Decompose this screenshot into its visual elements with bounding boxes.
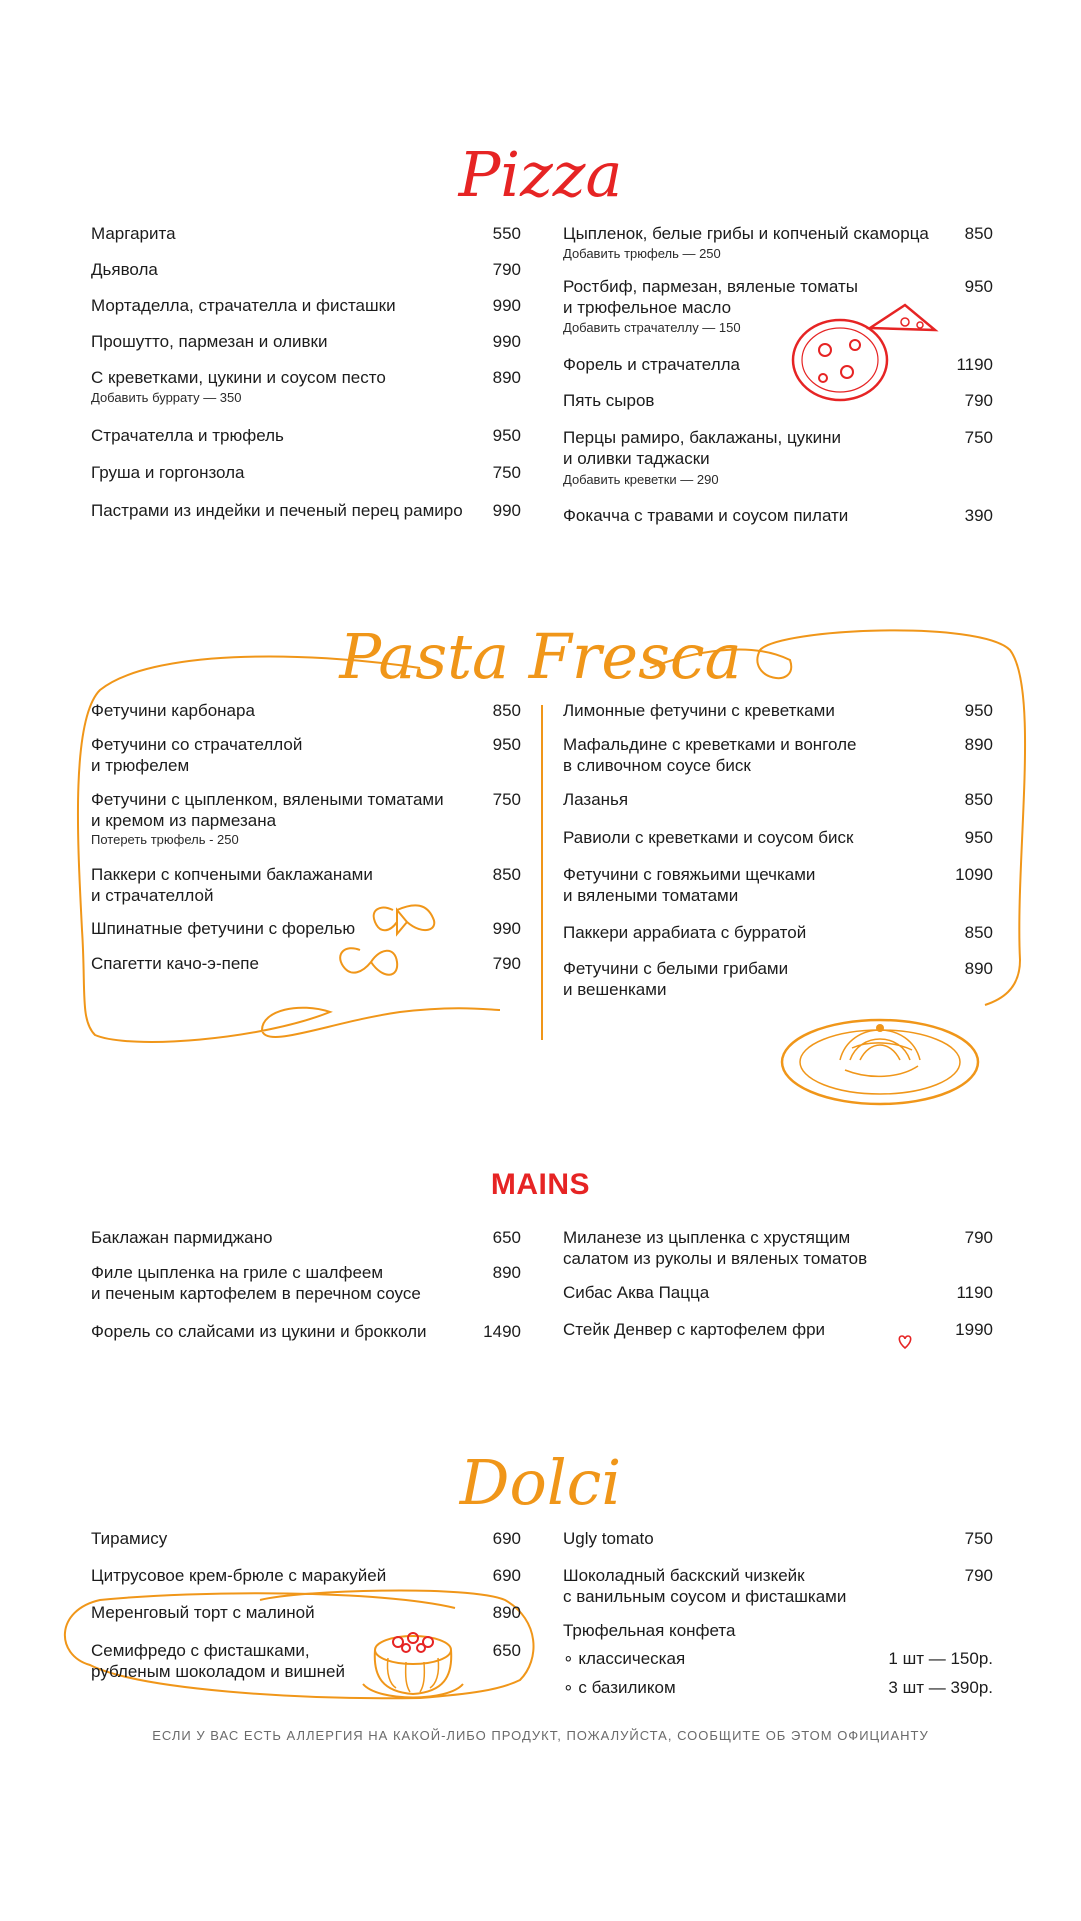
item-name: Фетучини карбонара bbox=[91, 701, 255, 720]
item-name: Фетучини со страчателлой и трюфелем bbox=[91, 735, 303, 775]
item-name: ∘ классическая bbox=[563, 1649, 686, 1668]
menu-item bbox=[91, 1321, 521, 1343]
item-name: Спагетти качо-э-пепе bbox=[91, 954, 259, 973]
spaghetti-plate-icon bbox=[770, 1000, 990, 1110]
menu-item bbox=[91, 864, 521, 906]
item-name: Трюфельная конфета bbox=[563, 1621, 736, 1640]
allergy-note: ЕСЛИ У ВАС ЕСТЬ АЛЛЕРГИЯ НА КАКОЙ-ЛИБО ПРОДУКТ, ПОЖАЛУЙСТА, СООБЩИТЕ ОБ ЭТОМ ОФИЦИАНТУ bbox=[152, 1728, 929, 1743]
item-name: Перцы рамиро, баклажаны, цукини и оливки таджаски bbox=[563, 428, 841, 468]
item-price: 550 bbox=[492, 224, 521, 243]
item-name: Меренговый торт с малиной bbox=[91, 1603, 315, 1622]
item-name: Миланезе из цыпленка с хрустящим салатом из руколы и вяленых томатов bbox=[563, 1228, 868, 1268]
item-name: Маргарита bbox=[91, 224, 176, 243]
menu-item bbox=[91, 1565, 521, 1587]
menu-item bbox=[563, 505, 993, 527]
item-price: 650 bbox=[492, 1228, 521, 1247]
menu-item bbox=[563, 827, 993, 849]
item-extra: Добавить трюфель — 250 bbox=[563, 246, 721, 261]
item-name: Ростбиф, пармезан, вяленые томаты и трюфельное масло bbox=[563, 277, 858, 317]
item-price: 890 bbox=[492, 1263, 521, 1282]
item-name: Пастрами из индейки и печеный перец рамиро bbox=[91, 501, 463, 520]
item-name: Мафальдине с креветками и вонголе в сливочном соусе биск bbox=[563, 735, 857, 775]
menu-item bbox=[563, 1528, 993, 1550]
item-name: Фетучини с белыми грибами и вешенками bbox=[563, 959, 789, 999]
menu-item bbox=[563, 1620, 993, 1642]
item-name: Фетучини с цыпленком, вялеными томатами и кремом из пармезана bbox=[91, 790, 444, 830]
item-price: 790 bbox=[492, 954, 521, 973]
menu-item bbox=[91, 367, 521, 407]
item-price: 390 bbox=[964, 506, 993, 525]
item-extra: Потереть трюфель - 250 bbox=[91, 832, 239, 847]
menu-item bbox=[91, 331, 521, 353]
item-price: 890 bbox=[492, 368, 521, 387]
item-price: 990 bbox=[492, 296, 521, 315]
item-price: 1190 bbox=[956, 1283, 993, 1302]
menu-item bbox=[91, 500, 521, 522]
item-price: 990 bbox=[492, 919, 521, 938]
item-name: Прошутто, пармезан и оливки bbox=[91, 332, 328, 351]
menu-item bbox=[563, 700, 993, 722]
item-name: С креветками, цукини и соусом песто bbox=[91, 368, 386, 387]
menu-item bbox=[563, 427, 993, 489]
item-name: Мортаделла, страчателла и фисташки bbox=[91, 296, 396, 315]
item-price: 950 bbox=[964, 277, 993, 296]
item-name: Лазанья bbox=[563, 790, 629, 809]
item-price: 850 bbox=[964, 790, 993, 809]
item-price: 990 bbox=[492, 332, 521, 351]
menu-item bbox=[563, 1565, 993, 1607]
menu-item bbox=[91, 734, 521, 776]
item-name: Фокачча с травами и соусом пилати bbox=[563, 506, 849, 525]
item-price: 850 bbox=[492, 865, 521, 884]
item-name: Дьявола bbox=[91, 260, 158, 279]
item-name: Баклажан пармиджано bbox=[91, 1228, 273, 1247]
item-name: Семифредо с фисташками, рубленым шоколадом и вишней bbox=[91, 1641, 346, 1681]
menu-item bbox=[91, 462, 521, 484]
menu-item bbox=[563, 223, 993, 263]
item-name: Шпинатные фетучини с форелью bbox=[91, 919, 356, 938]
menu-item bbox=[91, 918, 521, 940]
item-price: 890 bbox=[964, 959, 993, 978]
menu-item bbox=[563, 390, 993, 412]
menu-item bbox=[563, 1227, 993, 1269]
item-name: Лимонные фетучини с креветками bbox=[563, 701, 835, 720]
menu-item bbox=[563, 1648, 993, 1670]
item-name: Сибас Аква Пацца bbox=[563, 1283, 710, 1302]
menu-item bbox=[91, 1602, 521, 1624]
item-name: Форель и страчателла bbox=[563, 355, 740, 374]
item-price: 750 bbox=[492, 463, 521, 482]
menu-item bbox=[563, 789, 993, 811]
item-price: 950 bbox=[492, 426, 521, 445]
menu-item bbox=[563, 1319, 993, 1341]
menu-item bbox=[91, 295, 521, 317]
dolci-title: Dolci bbox=[459, 1446, 622, 1519]
menu-item bbox=[563, 734, 993, 776]
item-price: 690 bbox=[492, 1566, 521, 1585]
item-price: 650 bbox=[492, 1641, 521, 1660]
item-name: Страчателла и трюфель bbox=[91, 426, 284, 445]
menu-item bbox=[91, 1227, 521, 1249]
item-price: 950 bbox=[964, 701, 993, 720]
item-name: Форель со слайсами из цукини и брокколи bbox=[91, 1322, 427, 1341]
menu-item bbox=[91, 700, 521, 722]
item-name: Цыпленок, белые грибы и копченый скаморца bbox=[563, 224, 929, 243]
item-name: Шоколадный баскский чизкейк с ванильным соусом и фисташками bbox=[563, 1566, 847, 1606]
item-price: 890 bbox=[964, 735, 993, 754]
menu-item bbox=[563, 864, 993, 906]
mains-title: MAINS bbox=[490, 1168, 591, 1201]
item-price: 790 bbox=[964, 391, 993, 410]
menu-item bbox=[91, 259, 521, 281]
item-price: 690 bbox=[492, 1529, 521, 1548]
item-name: Тирамису bbox=[91, 1529, 168, 1548]
item-name: Равиоли с креветками и соусом биск bbox=[563, 828, 854, 847]
item-price: 990 bbox=[492, 501, 521, 520]
item-price: 750 bbox=[964, 1529, 993, 1548]
menu-item bbox=[91, 1640, 521, 1682]
menu-item bbox=[91, 789, 521, 851]
item-price: 1490 bbox=[483, 1322, 521, 1341]
item-price: 850 bbox=[492, 701, 521, 720]
item-price: 790 bbox=[492, 260, 521, 279]
item-price: 1090 bbox=[955, 865, 993, 884]
item-price: 950 bbox=[492, 735, 521, 754]
item-price: 790 bbox=[964, 1228, 993, 1247]
item-name: Цитрусовое крем-брюле с маракуйей bbox=[91, 1566, 387, 1585]
item-price: 1190 bbox=[956, 355, 993, 374]
pasta-title: Pasta Fresca bbox=[339, 620, 742, 693]
item-name: Груша и горгонзола bbox=[91, 463, 245, 482]
item-price: 850 bbox=[964, 224, 993, 243]
item-extra: Добавить креветки — 290 bbox=[563, 472, 719, 487]
item-price: 750 bbox=[964, 428, 993, 447]
item-extra: Добавить страчателлу — 150 bbox=[563, 320, 741, 335]
menu-item bbox=[563, 1282, 993, 1304]
item-name: Стейк Денвер с картофелем фри bbox=[563, 1320, 826, 1339]
menu-item bbox=[563, 1677, 993, 1699]
menu-item bbox=[563, 354, 993, 376]
menu-item bbox=[563, 922, 993, 944]
item-name: Филе цыпленка на гриле с шалфеем и печеным картофелем в перечном соусе bbox=[91, 1263, 421, 1303]
farfalle-pasta-icon bbox=[335, 900, 465, 990]
menu-item bbox=[563, 276, 993, 338]
menu-item bbox=[91, 425, 521, 447]
menu-item bbox=[563, 958, 993, 1000]
item-price: 790 bbox=[964, 1566, 993, 1585]
item-name: ∘ с базиликом bbox=[563, 1678, 676, 1697]
item-price: 1990 bbox=[955, 1320, 993, 1339]
item-price: 3 шт — 390р. bbox=[888, 1678, 993, 1697]
item-name: Пять сыров bbox=[563, 391, 655, 410]
pizza-title: Pizza bbox=[458, 138, 623, 211]
item-price: 850 bbox=[964, 923, 993, 942]
menu-item bbox=[91, 953, 521, 975]
item-extra: Добавить буррату — 350 bbox=[91, 390, 242, 405]
menu-item bbox=[91, 223, 521, 245]
item-name: Паккери аррабиата с бурратой bbox=[563, 923, 807, 942]
item-price: 890 bbox=[492, 1603, 521, 1622]
menu-item bbox=[91, 1528, 521, 1550]
item-name: Паккери с копчеными баклажанами и страчателлой bbox=[91, 865, 373, 905]
item-price: 750 bbox=[492, 790, 521, 809]
item-price: 1 шт — 150р. bbox=[888, 1649, 993, 1668]
item-name: Ugly tomato bbox=[563, 1529, 654, 1548]
menu-item bbox=[91, 1262, 521, 1304]
item-price: 950 bbox=[964, 828, 993, 847]
item-name: Фетучини с говяжьими щечками и вялеными томатами bbox=[563, 865, 816, 905]
